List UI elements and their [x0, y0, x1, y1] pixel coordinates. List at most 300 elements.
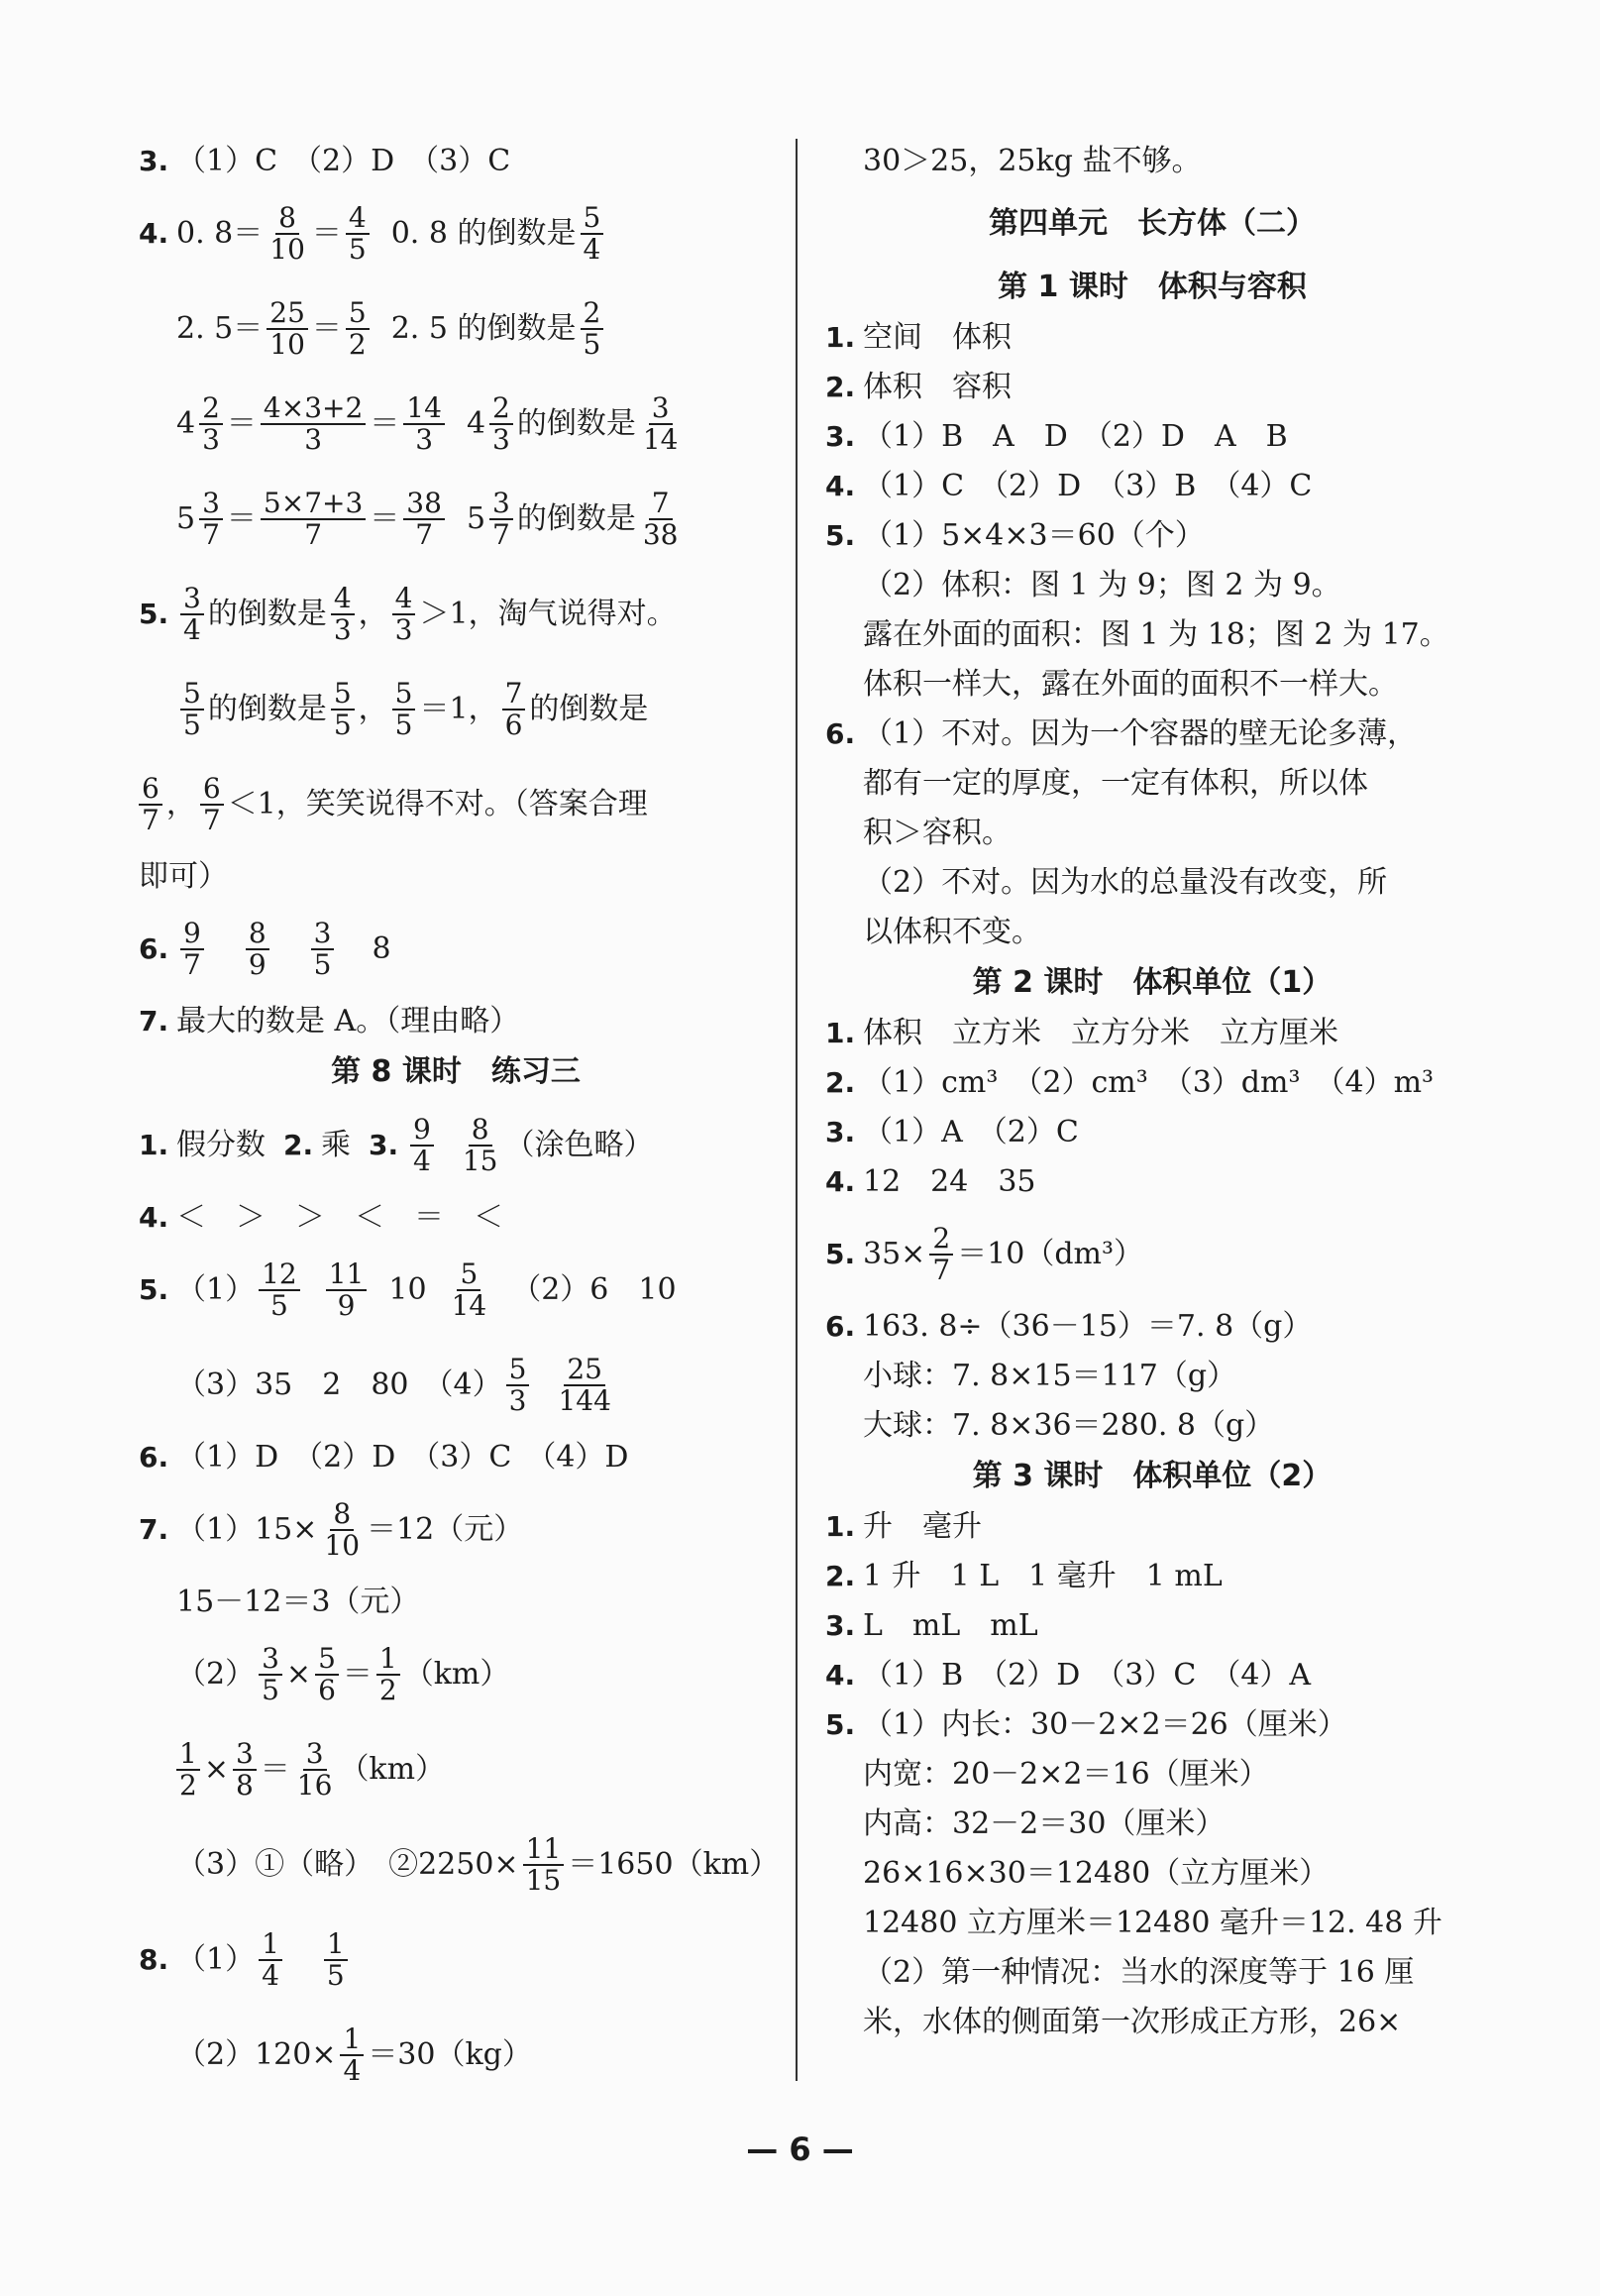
fraction: [523, 1834, 565, 1896]
answer-text: 26×16×30＝12480（立方厘米）: [863, 1856, 1330, 1891]
answer-4-row-1: [139, 186, 773, 281]
expr: 5: [176, 501, 196, 536]
numerator: 25: [267, 298, 308, 330]
denominator: 16: [296, 1769, 333, 1802]
a6-row-3: [825, 809, 1479, 858]
fraction: [246, 919, 269, 980]
numerator: 5×7+3: [261, 489, 366, 520]
b6-row-2: [825, 1352, 1479, 1401]
fraction: [489, 393, 513, 455]
denominator: 7: [492, 518, 510, 551]
c3: [825, 1601, 1479, 1651]
denominator: 14: [451, 1289, 487, 1322]
practice-4: [139, 1193, 773, 1243]
answer-text: 空间 体积: [863, 320, 1012, 355]
expr: ，: [165, 787, 196, 821]
right-column: [825, 137, 1479, 2047]
fraction: [640, 393, 682, 455]
denominator: 4: [413, 1145, 431, 1177]
equals: ＝: [370, 406, 400, 441]
expr: 2. 5 的倒数是: [390, 311, 577, 346]
numerator: 1: [259, 1929, 282, 1961]
denominator: 10: [269, 233, 305, 266]
expr: 的倒数是: [207, 597, 327, 631]
denominator: 9: [248, 948, 267, 981]
numerator: 2: [199, 393, 223, 425]
fraction: [139, 774, 162, 835]
item-number: 1.: [825, 1017, 856, 1049]
answer-4-row-3: [139, 377, 773, 472]
item-number: 3.: [825, 420, 856, 453]
fraction: [324, 1929, 348, 1991]
answer-text: （1）B A D （2）D A B: [863, 419, 1288, 454]
c5-row-2: [825, 1750, 1479, 1800]
a5-row-4: [825, 660, 1479, 710]
equals: ＝: [260, 1752, 290, 1787]
numerator: 2: [489, 393, 513, 425]
item-number: 4.: [825, 1165, 856, 1198]
equals: ＝: [370, 501, 400, 536]
expr: （2）: [176, 1657, 256, 1692]
denominator: 5: [262, 1674, 279, 1706]
numerator: 5: [331, 679, 355, 711]
numerator: 11: [523, 1834, 565, 1866]
fraction: [506, 1355, 530, 1416]
page-number: — 6 —: [746, 2131, 854, 2168]
expr: ＝1，: [419, 692, 498, 726]
denominator: 6: [318, 1674, 336, 1706]
item-number: 6.: [825, 1310, 856, 1343]
denominator: 15: [525, 1864, 562, 1897]
answer-text: 米，水体的侧面第一次形成正方形，26×: [863, 2005, 1402, 2039]
numerator: 3: [259, 1644, 282, 1676]
fraction: [376, 1644, 400, 1705]
fraction: [346, 203, 370, 265]
numerator: 8: [246, 919, 269, 950]
item-number: 6.: [139, 1441, 169, 1474]
answer-4-row-2: [139, 281, 773, 377]
c5-row-5: [825, 1899, 1479, 1948]
fraction: [640, 489, 682, 550]
fraction: [489, 489, 513, 550]
denominator: 2: [348, 328, 367, 361]
expr: ＝12（元）: [367, 1512, 524, 1547]
denominator: 7: [183, 948, 201, 981]
item-number: 1.: [825, 1510, 856, 1543]
fraction: [321, 1499, 363, 1561]
numerator: 8: [469, 1115, 492, 1147]
a1: [825, 313, 1479, 363]
numerator: 11: [326, 1259, 368, 1291]
equals: ＝: [226, 406, 257, 441]
denominator: 3: [333, 613, 352, 646]
answer-text: 积＞容积。: [863, 816, 1012, 850]
b3: [825, 1108, 1479, 1157]
numerator: 1: [376, 1644, 400, 1676]
practice-8-row-1: [139, 1913, 773, 2008]
practice-7-row-4: [139, 1722, 773, 1817]
item-number: 5.: [825, 1708, 856, 1741]
times: ×: [285, 1657, 312, 1692]
fraction: [294, 1739, 336, 1801]
fraction: [180, 584, 204, 645]
answer-text: 最大的数是 A。（理由略）: [176, 1004, 520, 1039]
practice-7-row-1: [139, 1482, 773, 1578]
fraction: [259, 1644, 282, 1705]
answer-text: 内高：32－2＝30（厘米）: [863, 1806, 1226, 1841]
numerator: 3: [199, 489, 223, 520]
denominator: 5: [313, 948, 332, 981]
answer-5-row-3: [139, 757, 773, 852]
a4: [825, 462, 1479, 511]
section-heading: 第 8 课时 练习三: [331, 1054, 581, 1089]
answer-text: 都有一定的厚度，一定有体积，所以体: [863, 766, 1368, 801]
numerator: 8: [275, 203, 299, 235]
fraction: [326, 1259, 368, 1321]
equals: ＝: [226, 501, 257, 536]
expr: ＝1650（km）: [568, 1847, 780, 1882]
a5-row-2: [825, 561, 1479, 610]
answer-text: 12 24 35: [863, 1164, 1036, 1199]
expr: ，: [358, 597, 388, 631]
item-number: 5.: [825, 1238, 856, 1270]
unit-heading: 第四单元 长方体（二）: [989, 206, 1316, 241]
denominator: 3: [415, 423, 434, 456]
expr: 的倒数是: [516, 406, 636, 441]
a3: [825, 412, 1479, 462]
answer-text: 163. 8÷（36－15）＝7. 8（g）: [863, 1309, 1313, 1344]
denominator: 3: [202, 423, 220, 456]
c5-row-3: [825, 1800, 1479, 1849]
practice-7-row-5: [139, 1817, 780, 1913]
item-number: 4.: [139, 1201, 169, 1234]
denominator: 4: [262, 1959, 279, 1992]
expr: 的倒数是: [516, 501, 636, 536]
answer-text: （2）第一种情况：当水的深度等于 16 厘: [863, 1955, 1415, 1990]
expr: 的倒数是: [207, 692, 327, 726]
section-heading: 第 1 课时 体积与容积: [998, 270, 1307, 304]
fraction: [581, 203, 604, 265]
numerator: 3: [233, 1739, 257, 1771]
answer-text: 升 毫升: [863, 1509, 982, 1544]
fraction: [410, 1115, 434, 1176]
denominator: 5: [394, 709, 413, 741]
answer-text: 内宽：20－2×2＝16（厘米）: [863, 1757, 1269, 1792]
denominator: 7: [932, 1254, 951, 1286]
c5-row-4: [825, 1849, 1479, 1899]
fraction: [199, 489, 223, 550]
item-number: 4.: [825, 1659, 856, 1692]
practice-7-row-3: [139, 1627, 773, 1722]
fraction: [331, 584, 355, 645]
practice-6: [139, 1433, 773, 1482]
answer-5-row-2: [139, 662, 773, 757]
denominator: 4: [583, 233, 601, 266]
numerator: 6: [200, 774, 224, 806]
answer-text: 12480 立方厘米＝12480 毫升＝12. 48 升: [863, 1906, 1442, 1940]
answer-text: （1）A （2）C: [863, 1115, 1079, 1149]
answer-text: 体积 立方米 立方分米 立方厘米: [863, 1016, 1338, 1050]
fraction: [460, 1115, 501, 1176]
item-number: 5.: [139, 598, 169, 630]
denominator: 5: [183, 709, 201, 741]
a6-row-2: [825, 759, 1479, 809]
expr: 的倒数是: [529, 692, 649, 726]
expr: ＝10（dm³）: [957, 1237, 1143, 1271]
numerator: 1: [340, 2024, 364, 2056]
c1: [825, 1502, 1479, 1552]
denominator: 38: [642, 518, 679, 551]
numerator: 1: [324, 1929, 348, 1961]
equals: ＝: [311, 216, 342, 251]
fraction: [581, 298, 604, 360]
denominator: 5: [270, 1289, 288, 1322]
fraction: [261, 393, 366, 455]
item-number: 8.: [139, 1943, 169, 1976]
numerator: 5: [581, 203, 604, 235]
a5-row-3: [825, 610, 1479, 660]
section-heading: 第 2 课时 体积单位（1）: [972, 965, 1333, 1000]
answer-text: 乘: [321, 1128, 351, 1162]
item-number: 3.: [825, 1609, 856, 1642]
item-number: 1.: [825, 321, 856, 354]
answer-text: （1）D （2）D （3）C （4）D: [176, 1440, 629, 1475]
b6-row-1: [825, 1302, 1479, 1352]
numerator: 5: [315, 1644, 339, 1676]
a6-row-4: [825, 858, 1479, 908]
answer-text: （涂色略）: [504, 1128, 654, 1162]
answer-text: 大球：7. 8×36＝280. 8（g）: [863, 1408, 1275, 1443]
numerator: 3: [303, 1739, 327, 1771]
numerator: 5: [180, 679, 204, 711]
denominator: 8: [235, 1769, 254, 1802]
numerator: 5: [392, 679, 416, 711]
answer-text: 1 升 1 L 1 毫升 1 mL: [863, 1559, 1223, 1593]
expr: ＞1，淘气说得对。: [419, 597, 677, 631]
expr: 15－12＝3（元）: [176, 1585, 420, 1619]
left-column: [139, 137, 780, 2103]
fraction: [180, 679, 204, 740]
equals: ＝: [311, 311, 342, 346]
item-number: 5.: [139, 1273, 169, 1306]
numerator: 4: [346, 203, 370, 235]
denominator: 7: [202, 804, 221, 836]
denominator: 3: [394, 613, 413, 646]
fraction: [233, 1739, 257, 1801]
expr: 4: [176, 406, 196, 441]
fraction: [392, 679, 416, 740]
answer-text: （1）内长：30－2×2＝26（厘米）: [863, 1707, 1347, 1742]
fraction: [267, 298, 308, 360]
expr: ＜1，笑笑说得不对。（答案合理: [227, 787, 648, 821]
a6-row-5: [825, 908, 1479, 957]
b5: [825, 1207, 1479, 1302]
fraction: [180, 919, 204, 980]
numerator: 38: [403, 489, 445, 520]
c2: [825, 1552, 1479, 1601]
expr: （2）6 10: [511, 1272, 677, 1307]
c4: [825, 1651, 1479, 1700]
fraction: [259, 1929, 282, 1991]
numerator: 4×3+2: [261, 393, 366, 425]
item-number: 4.: [825, 470, 856, 502]
fraction: [555, 1355, 613, 1416]
numerator: 9: [180, 919, 204, 950]
answer-text: （1）C （2）D （3）C: [176, 144, 511, 178]
expr: ＝30（kg）: [368, 2037, 532, 2072]
expr: （km）: [403, 1657, 510, 1692]
b1: [825, 1009, 1479, 1058]
fraction: [331, 679, 355, 740]
c5-row-7: [825, 1998, 1479, 2047]
b4: [825, 1157, 1479, 1207]
denominator: 2: [378, 1674, 397, 1706]
b6-row-3: [825, 1401, 1479, 1451]
b2: [825, 1058, 1479, 1108]
times: ×: [203, 1752, 229, 1787]
numerator: 3: [311, 919, 335, 950]
fraction: [403, 489, 445, 550]
answer-text: （1）不对。因为一个容器的壁无论多薄，: [863, 716, 1418, 751]
item-number: 2.: [825, 371, 856, 403]
answer-6: [139, 902, 773, 997]
answer-text: 体积 容积: [863, 370, 1012, 404]
denominator: 10: [324, 1529, 361, 1562]
denominator: 7: [415, 518, 434, 551]
numerator: 5: [457, 1259, 480, 1291]
answer-text: （1）C （2）D （3）B （4）C: [863, 469, 1313, 503]
numerator: 7: [649, 489, 673, 520]
item-number: 2.: [825, 1560, 856, 1592]
fraction: [200, 774, 224, 835]
fraction: [176, 1739, 200, 1801]
fraction: [403, 393, 445, 455]
answer-7: [139, 997, 773, 1046]
c5-row-6: [825, 1948, 1479, 1998]
fraction: [929, 1224, 953, 1285]
expr: （km）: [339, 1752, 446, 1787]
answer-text: 露在外面的面积：图 1 为 18；图 2 为 17。: [863, 617, 1449, 652]
fraction: [340, 2024, 364, 2086]
numerator: 25: [564, 1355, 605, 1386]
answer-text: L mL mL: [863, 1608, 1038, 1643]
item-number: 2.: [825, 1066, 856, 1099]
expr: 0. 8＝: [176, 216, 264, 251]
practice-1-3: [139, 1098, 773, 1193]
answer-text: 小球：7. 8×15＝117（g）: [863, 1359, 1237, 1393]
numerator: 5: [346, 298, 370, 330]
item-number: 3.: [369, 1129, 399, 1161]
denominator: 9: [337, 1289, 356, 1322]
item-number: 4.: [139, 217, 169, 250]
denominator: 3: [304, 423, 323, 456]
numerator: 9: [410, 1115, 434, 1147]
practice-7-row-2: [139, 1578, 773, 1627]
a2: [825, 363, 1479, 412]
item-number: 7.: [139, 1005, 169, 1038]
numerator: 3: [180, 584, 204, 615]
denominator: 3: [492, 423, 510, 456]
practice-8-row-2: [139, 2008, 773, 2103]
denominator: 5: [326, 1959, 345, 1992]
denominator: 5: [583, 328, 601, 361]
expr: 即可）: [139, 859, 228, 894]
expr: （2）120×: [176, 2037, 337, 2072]
item-number: 1.: [139, 1129, 169, 1161]
item-number: 3.: [825, 1116, 856, 1148]
item-number: 2.: [283, 1129, 314, 1161]
item-number: 3.: [139, 145, 169, 177]
numerator: 1: [176, 1739, 200, 1771]
expr: ，: [358, 692, 388, 726]
denominator: 5: [333, 709, 352, 741]
fraction: [502, 679, 526, 740]
item-number: 6.: [139, 932, 169, 965]
answer-5-row-1: [139, 567, 773, 662]
expr: 5: [466, 501, 486, 536]
equals: ＝: [342, 1657, 373, 1692]
expr: 4: [466, 406, 486, 441]
denominator: 4: [343, 2054, 362, 2087]
denominator: 7: [142, 804, 160, 836]
answer-text: （2）体积：图 1 为 9；图 2 为 9。: [863, 568, 1341, 602]
answer-text: 假分数: [176, 1128, 266, 1162]
answer-text: （1）5×4×3＝60（个）: [863, 518, 1205, 553]
fraction: [346, 298, 370, 360]
fraction: [259, 1259, 300, 1321]
item-number: 7.: [139, 1513, 169, 1546]
denominator: 7: [304, 518, 323, 551]
numerator: 8: [330, 1499, 354, 1531]
expr: 10: [388, 1272, 427, 1307]
fraction: [315, 1644, 339, 1705]
item-number: 6.: [825, 717, 856, 750]
numerator: 3: [489, 489, 513, 520]
numerator: 14: [403, 393, 445, 425]
denominator: 5: [348, 233, 367, 266]
answer-text: 体积一样大，露在外面的面积不一样大。: [863, 667, 1398, 702]
answer-text: （1）cm³ （2）cm³ （3）dm³ （4）m³: [863, 1065, 1435, 1100]
answer-text: （2）不对。因为水的总量没有改变，所: [863, 865, 1388, 900]
expr: （1）: [176, 1272, 256, 1307]
numerator: 4: [392, 584, 416, 615]
practice-5-row-2: [139, 1338, 773, 1433]
a5-row-1: [825, 511, 1479, 561]
expr: 0. 8 的倒数是: [390, 216, 577, 251]
denominator: 7: [202, 518, 220, 551]
answer-3: [139, 137, 773, 186]
denominator: 3: [508, 1384, 527, 1417]
denominator: 15: [462, 1145, 498, 1177]
expr: （3）35 2 80 （4）: [176, 1367, 502, 1402]
expr: （1）15×: [176, 1512, 318, 1547]
numerator: 6: [139, 774, 162, 806]
c5-row-1: [825, 1700, 1479, 1750]
denominator: 6: [504, 709, 523, 741]
section-heading: 第 3 课时 体积单位（2）: [972, 1459, 1333, 1493]
numerator: 4: [331, 584, 355, 615]
numerator: 5: [506, 1355, 530, 1386]
expr: 35×: [863, 1237, 926, 1271]
fraction: [261, 489, 366, 550]
answer-text: （1）B （2）D （3）C （4）A: [863, 1658, 1312, 1693]
fraction: [392, 584, 416, 645]
practice-5-row-1: [139, 1243, 773, 1338]
column-divider: [796, 139, 798, 2081]
item-number: 5.: [825, 519, 856, 552]
fraction: [311, 919, 335, 980]
numerator: 2: [581, 298, 604, 330]
